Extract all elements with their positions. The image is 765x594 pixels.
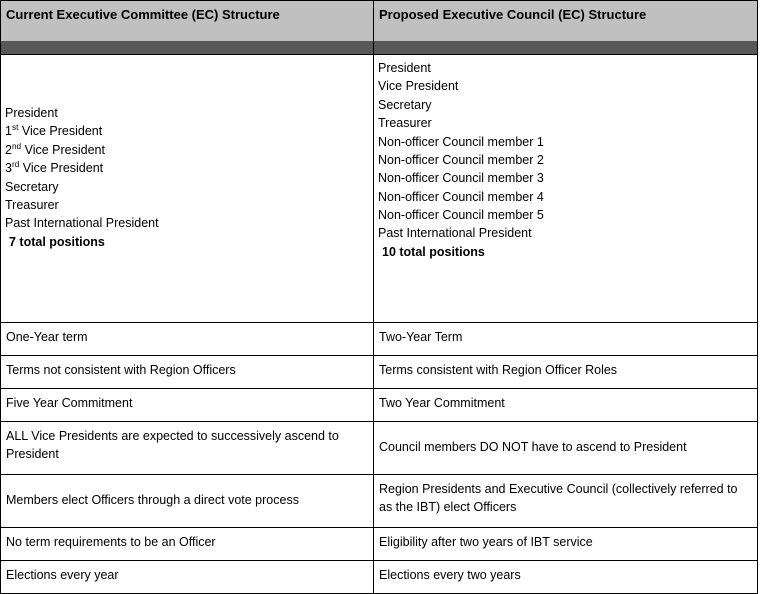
list-item: President	[378, 61, 431, 75]
cell-current: ALL Vice Presidents are expected to successively ascend to President	[1, 422, 374, 475]
cell-proposed: Eligibility after two years of IBT service	[374, 528, 758, 561]
list-item: Non-officer Council member 1	[378, 134, 544, 149]
list-item: Non-officer Council member 2	[378, 152, 544, 167]
proposed-positions-list	[378, 59, 753, 261]
list-item: Vice President	[378, 79, 459, 94]
cell-proposed: Elections every two years	[374, 561, 758, 594]
cell-proposed: Two-Year Term	[374, 323, 758, 356]
header-cell-current-structure: Current Executive Committee (EC) Structure	[1, 1, 374, 42]
list-item: Past International President	[5, 216, 159, 231]
header-cell-proposed-structure: Proposed Executive Council (EC) Structure	[374, 1, 758, 42]
table-row	[1, 561, 758, 594]
ordinal-suffix: rd	[11, 159, 20, 169]
list-item: Non-officer Council member 3	[378, 171, 544, 186]
table-row	[1, 422, 758, 475]
list-item: Treasurer	[5, 197, 59, 212]
list-item: President	[5, 106, 58, 120]
cell-current: Elections every year	[1, 561, 374, 594]
cell-current: Terms not consistent with Region Officers	[1, 356, 374, 389]
list-item: Secretary	[5, 179, 59, 194]
ordinal-label: Vice President	[18, 124, 103, 139]
list-item: Non-officer Council member 5	[378, 208, 544, 222]
cell-current-positions	[1, 55, 374, 323]
list-item	[5, 122, 369, 140]
list-item	[5, 159, 369, 177]
current-positions-total: 7 total positions	[9, 234, 105, 249]
table-row	[1, 389, 758, 422]
table-row	[1, 528, 758, 561]
cell-proposed: Terms consistent with Region Officer Roles	[374, 356, 758, 389]
list-item: Secretary	[378, 97, 432, 112]
table-header-row	[1, 1, 758, 42]
list-item: Non-officer Council member 4	[378, 189, 544, 204]
ordinal-number: 2	[5, 142, 12, 157]
table-row	[1, 475, 758, 528]
ordinal-label: Vice President	[19, 161, 104, 176]
ordinal-number: 1	[5, 124, 12, 139]
cell-current: Members elect Officers through a direct vote process	[1, 475, 374, 528]
cell-proposed: Council members DO NOT have to ascend to President	[374, 422, 758, 475]
ordinal-number: 3	[5, 161, 12, 176]
table-row	[1, 323, 758, 356]
cell-current: Five Year Commitment	[1, 389, 374, 422]
cell-current: No term requirements to be an Officer	[1, 528, 374, 561]
table-row	[1, 356, 758, 389]
list-item	[5, 141, 369, 159]
table-spacer-row	[1, 41, 758, 55]
current-positions-list	[5, 104, 369, 251]
table-row-positions	[1, 55, 758, 323]
list-item: Treasurer	[378, 116, 432, 131]
spacer-cell-right	[374, 41, 758, 55]
cell-proposed: Region Presidents and Executive Council (collectively referred to as the IBT) elect Officers	[374, 475, 758, 528]
cell-proposed: Two Year Commitment	[374, 389, 758, 422]
cell-current: One-Year term	[1, 323, 374, 356]
spacer-cell-left	[1, 41, 374, 55]
proposed-positions-total: 10 total positions	[382, 244, 485, 259]
ordinal-suffix: nd	[11, 141, 22, 151]
ordinal-label: Vice President	[21, 142, 105, 157]
ordinal-suffix: st	[11, 123, 19, 133]
cell-proposed-positions	[374, 55, 758, 323]
list-item: Past International President	[378, 226, 532, 241]
